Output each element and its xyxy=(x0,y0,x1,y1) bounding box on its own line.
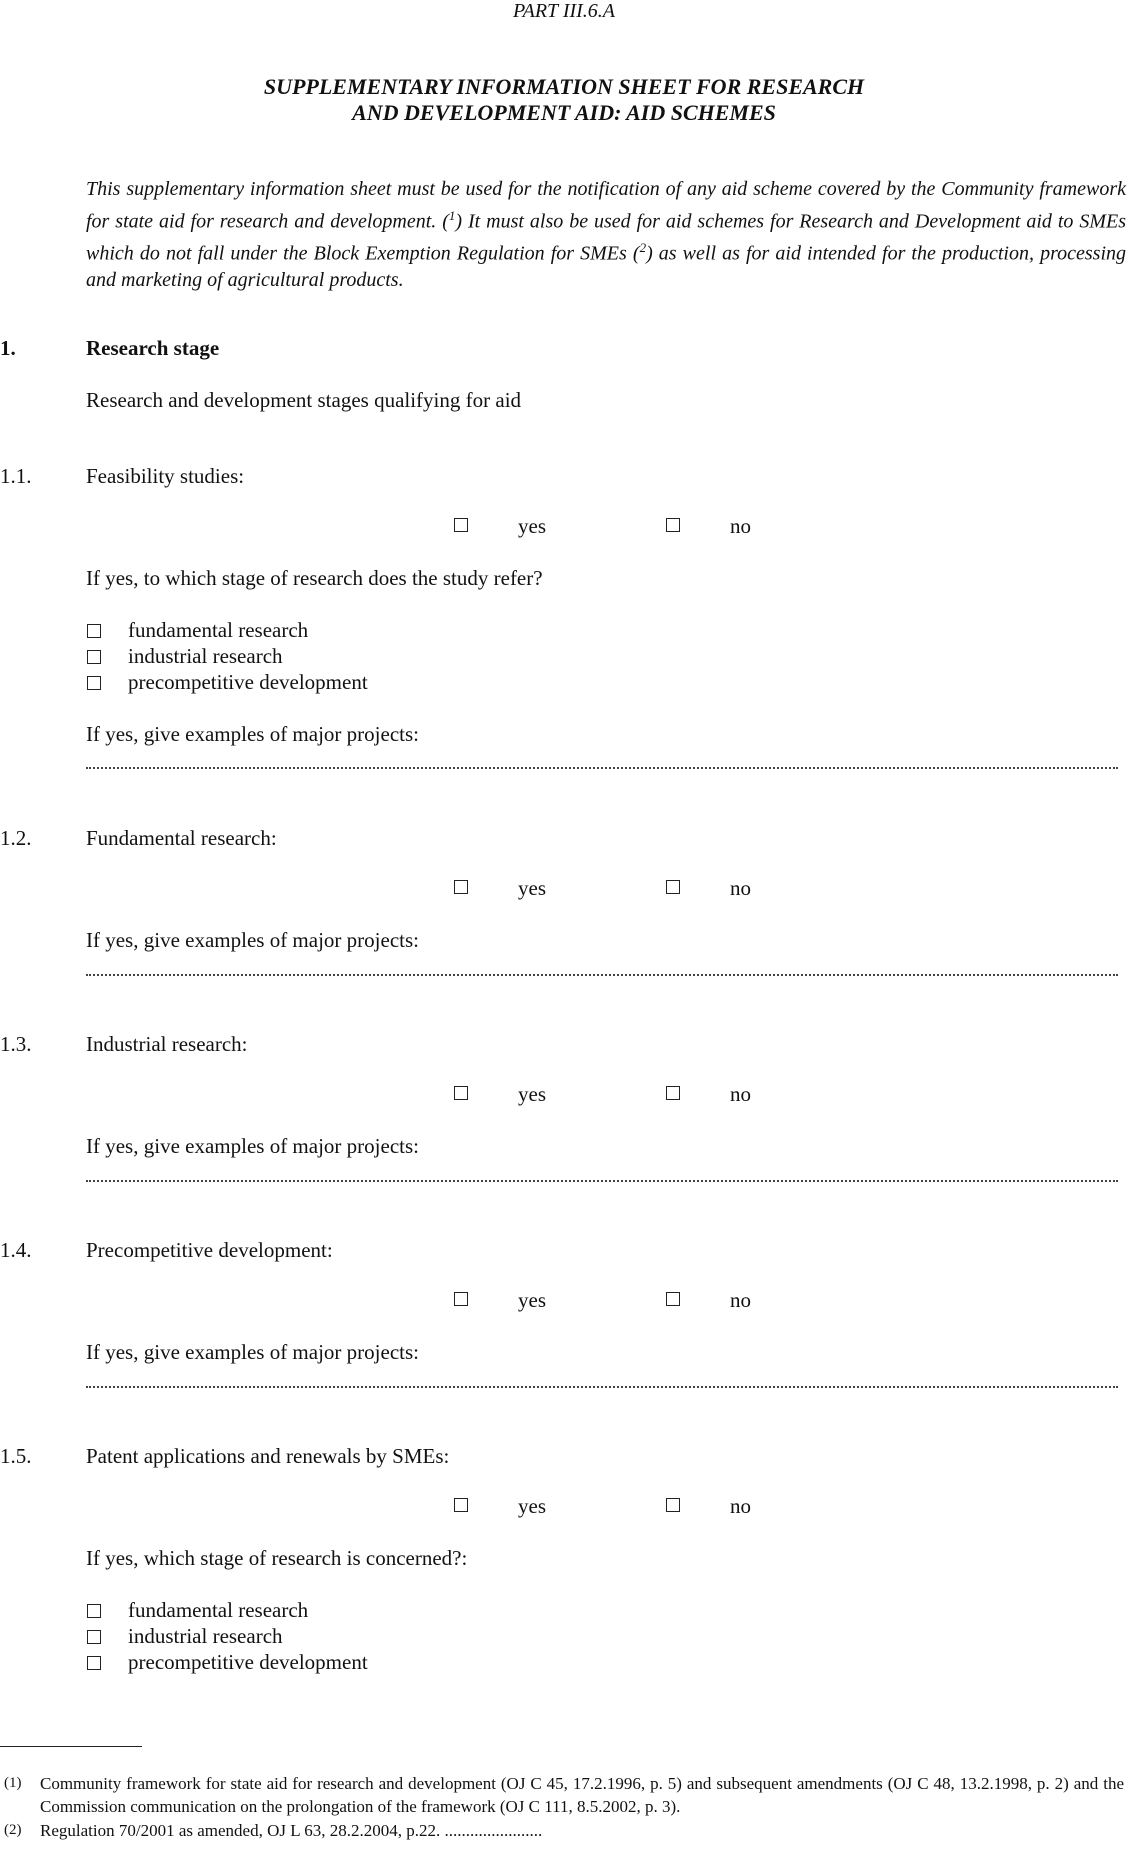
industrial-research-label: industrial research xyxy=(128,644,283,668)
item-label: Precompetitive development: xyxy=(86,1238,333,1262)
footnote-ref-2[interactable]: 2 xyxy=(639,239,647,255)
examples-answer-line[interactable] xyxy=(86,974,1118,976)
examples-answer-line[interactable] xyxy=(86,1180,1118,1182)
section-subheading: Research and development stages qualifying for aid xyxy=(86,388,522,412)
yes-label: yes xyxy=(518,1494,546,1518)
no-label: no xyxy=(730,1494,751,1518)
no-checkbox[interactable] xyxy=(666,880,680,894)
yes-label: yes xyxy=(518,1082,546,1106)
precompetitive-development-label: precompetitive development xyxy=(128,1650,368,1674)
item-label: Fundamental research: xyxy=(86,826,277,850)
item-number: 1.3. xyxy=(0,1032,32,1056)
footnote-ref-1[interactable]: 1 xyxy=(448,207,456,223)
intro-text-1: This supplementary information sheet must be used for the notification of any aid scheme covered by the Community framework for state aid for research and development. ( xyxy=(86,178,1126,233)
yes-checkbox[interactable] xyxy=(454,518,468,532)
fundamental-research-label: fundamental research xyxy=(128,1598,309,1622)
examples-prompt: If yes, give examples of major projects: xyxy=(86,1340,419,1364)
examples-prompt: If yes, give examples of major projects: xyxy=(86,722,419,746)
fundamental-research-checkbox[interactable] xyxy=(87,1604,101,1618)
precompetitive-development-label: precompetitive development xyxy=(128,670,368,694)
yes-label: yes xyxy=(518,876,546,900)
form-title-line-2: AND DEVELOPMENT AID: AID SCHEMES xyxy=(352,100,776,125)
part-reference: PART III.6.A xyxy=(512,0,616,22)
examples-answer-line[interactable] xyxy=(86,1386,1118,1388)
item-number: 1.1. xyxy=(0,464,32,488)
footnote-mark: (1) xyxy=(4,1775,22,1791)
stage-question: If yes, which stage of research is concerned?: xyxy=(86,1546,468,1570)
examples-answer-line[interactable] xyxy=(86,767,1118,769)
examples-prompt: If yes, give examples of major projects: xyxy=(86,928,419,952)
no-checkbox[interactable] xyxy=(666,1086,680,1100)
industrial-research-checkbox[interactable] xyxy=(87,650,101,664)
yes-checkbox[interactable] xyxy=(454,1086,468,1100)
intro-text-3: ) as well as for aid intended for the production, processing and marketing of agricultural products. xyxy=(86,242,1126,291)
no-checkbox[interactable] xyxy=(666,518,680,532)
industrial-research-checkbox[interactable] xyxy=(87,1630,101,1644)
intro-paragraph xyxy=(86,176,1126,293)
footnote-text: Community framework for state aid for research and development (OJ C 45, 17.2.1996, p. 5) and subsequent amendments (OJ C 48, 13.2.1998, p. 2) and the Commission communication on the prolongation of the framework (OJ C 111, 8.5.2002, p. 3). xyxy=(40,1774,1124,1816)
no-label: no xyxy=(730,1082,751,1106)
section-number: 1. xyxy=(0,336,16,360)
stage-question: If yes, to which stage of research does the study refer? xyxy=(86,566,543,590)
no-checkbox[interactable] xyxy=(666,1498,680,1512)
yes-label: yes xyxy=(518,1288,546,1312)
no-label: no xyxy=(730,1288,751,1312)
item-number: 1.4. xyxy=(0,1238,32,1262)
yes-checkbox[interactable] xyxy=(454,880,468,894)
intro-text-2: ) It must also be used for aid schemes for Research and Development aid to SMEs which do not fall under the Block Exemption Regulation for SMEs ( xyxy=(86,210,1127,265)
precompetitive-development-checkbox[interactable] xyxy=(87,1656,101,1670)
form-title-line-1: SUPPLEMENTARY INFORMATION SHEET FOR RESEARCH xyxy=(263,74,865,99)
section-heading: Research stage xyxy=(86,336,220,360)
examples-prompt: If yes, give examples of major projects: xyxy=(86,1134,419,1158)
industrial-research-label: industrial research xyxy=(128,1624,283,1648)
yes-checkbox[interactable] xyxy=(454,1292,468,1306)
yes-label: yes xyxy=(518,514,546,538)
no-label: no xyxy=(730,514,751,538)
no-label: no xyxy=(730,876,751,900)
precompetitive-development-checkbox[interactable] xyxy=(87,676,101,690)
fundamental-research-checkbox[interactable] xyxy=(87,624,101,638)
item-label: Industrial research: xyxy=(86,1032,248,1056)
fundamental-research-label: fundamental research xyxy=(128,618,309,642)
footnote-text: Regulation 70/2001 as amended, OJ L 63, 28.2.2004, p.22. ....................... xyxy=(40,1821,543,1840)
item-label: Feasibility studies: xyxy=(86,464,245,488)
yes-checkbox[interactable] xyxy=(454,1498,468,1512)
footnote-separator xyxy=(0,1746,142,1747)
footnote-mark: (2) xyxy=(4,1822,22,1838)
no-checkbox[interactable] xyxy=(666,1292,680,1306)
item-label: Patent applications and renewals by SMEs: xyxy=(86,1444,450,1468)
item-number: 1.5. xyxy=(0,1444,32,1468)
item-number: 1.2. xyxy=(0,826,32,850)
